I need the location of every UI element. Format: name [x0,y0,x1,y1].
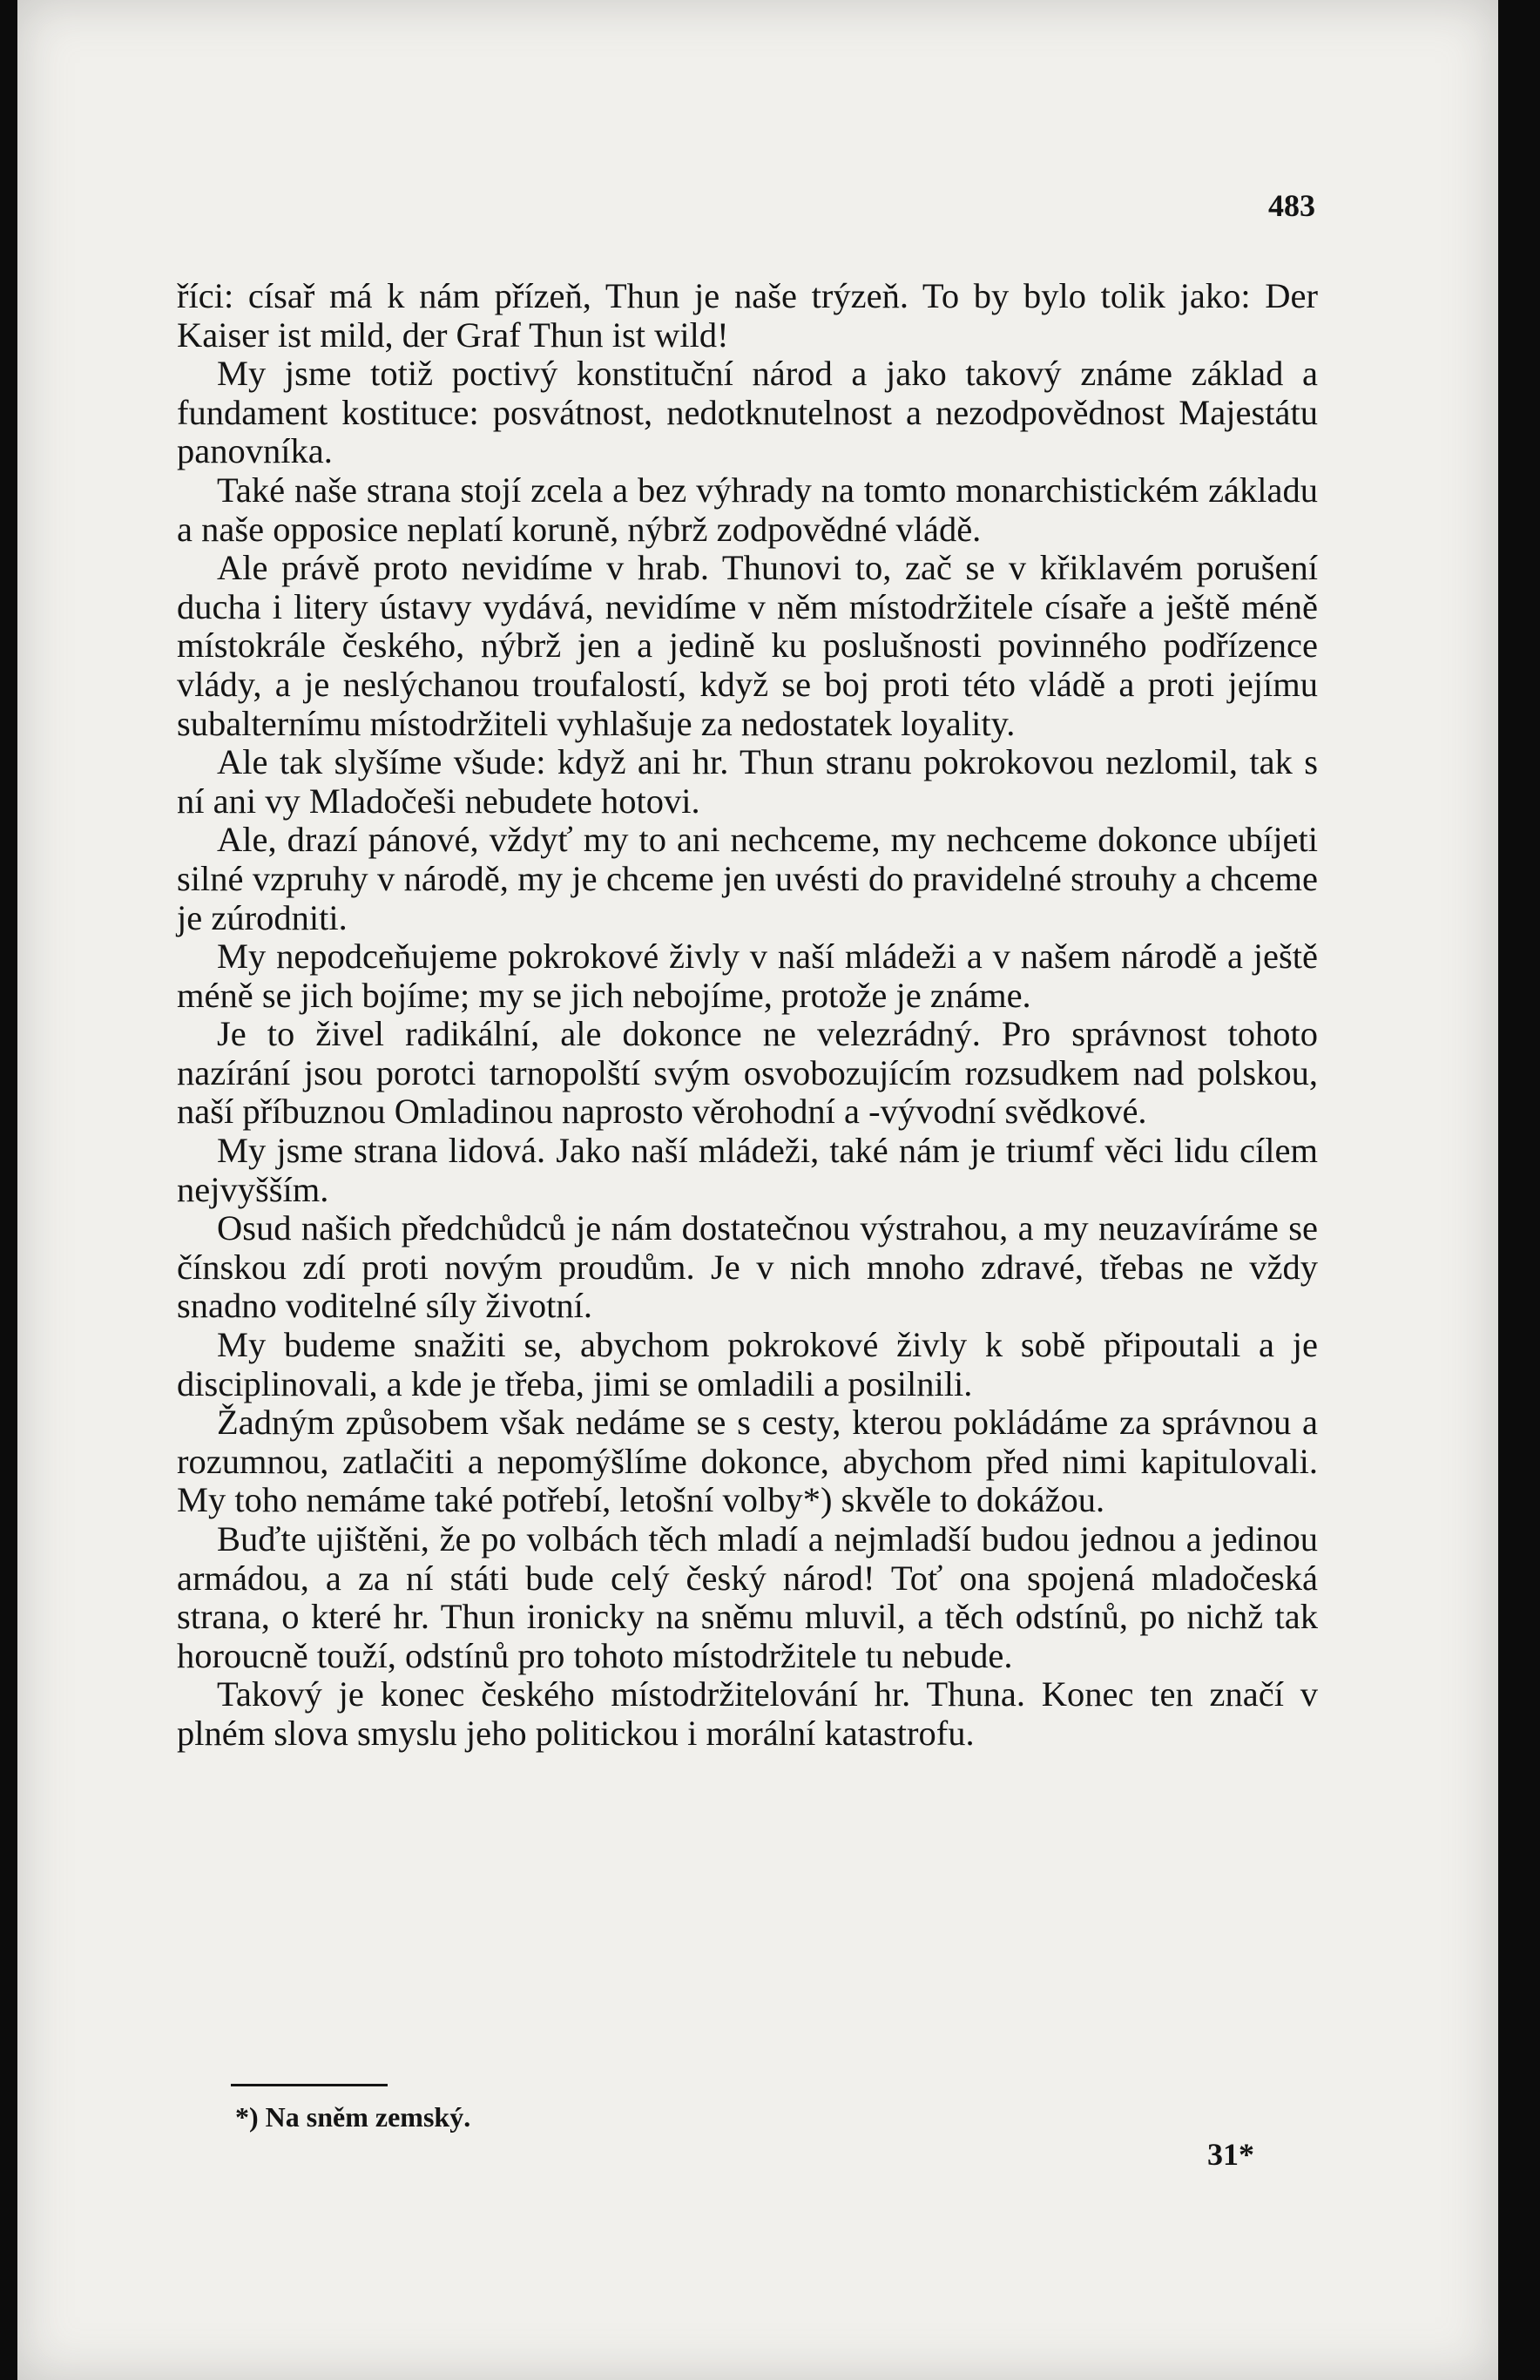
body-text [177,277,1318,1754]
paragraph: Ale právě proto nevidíme v hrab. Thunovi to, zač se v křiklavém porušení ducha i litery ústavy vydává, nevidíme v něm místodržitele císaře a ještě méně místokrále českého, nýbrž jen a jedině ku poslušnosti povinného podřízence vlády, a je neslýchanou troufalostí, když se boj proti této vládě a proti jejímu subalternímu místodržiteli vyhlašuje za nedostatek loyality. [177,548,1318,743]
paragraph: říci: císař má k nám přízeň, Thun je naše trýzeň. To by bylo tolik jako: Der Kaiser ist mild, der Graf Thun ist wild! [177,276,1318,355]
paragraph: Ale, drazí pánové, vždyť my to ani nechceme, my nechceme dokonce ubíjeti silné vzpruhy v národě, my je chceme jen uvésti do pravidelné strouhy a chceme je zúrodniti. [177,820,1318,937]
paragraph: My nepodceňujeme pokrokové živly v naší mládeži a v našem národě a ještě méně se jich bojíme; my se jich nebojíme, protože je známe. [177,936,1318,1015]
book-page [17,0,1498,2380]
paragraph: Je to živel radikální, ale dokonce ne velezrádný. Pro správnost tohoto nazírání jsou porotci tarnopolští svým osvobozujícím rozsudkem nad polskou, naší příbuznou Omladinou naprosto věrohodní a -vývodní svědkové. [177,1014,1318,1132]
paragraph: Žadným způsobem však nedáme se s cesty, kterou pokládáme za správnou a rozumnou, zatlačiti a nepomýšlíme dokonce, abychom před nimi kapitulovali. My toho nemáme také potřebí, letošní volby*) skvěle to dokážou. [177,1403,1318,1520]
paragraph: My budeme snažiti se, abychom pokrokové živly k sobě připoutali a je disciplinovali, a kde je třeba, jimi se omladili a posilnili. [177,1325,1318,1403]
footnote: *) Na sněm zemský. [235,2101,471,2133]
paragraph: My jsme strana lidová. Jako naší mládeži, také nám je triumf věci lidu cílem nejvyšším. [177,1131,1318,1209]
paragraph: My jsme totiž poctivý konstituční národ a jako takový známe základ a fundament kostituce: posvátnost, nedotknutelnost a nezodpovědnost Majestátu panovníka. [177,354,1318,471]
paragraph: Buďte ujištěni, že po volbách těch mladí a nejmladší budou jednou a jedinou armádou, a za ní státi bude celý český národ! Toť ona spojená mladočeská strana, o které hr. Thun ironicky na sněmu mluvil, a těch odstínů, po nichž tak horoucně touží, odstínů pro tohoto místodržitele tu nebude. [177,1519,1318,1675]
page-number: 483 [1268,188,1315,223]
paragraph: Takový je konec českého místodržitelování hr. Thuna. Konec ten značí v plném slova smyslu jeho politickou i morální katastrofu. [177,1674,1318,1753]
paragraph: Také naše strana stojí zcela a bez výhrady na tomto monarchistickém základu a naše opposice neplatí koruně, nýbrž zodpovědné vládě. [177,470,1318,549]
footnote-divider [231,2084,388,2086]
printer-signature-mark: 31* [1207,2137,1254,2172]
paragraph: Osud našich předchůdců je nám dostatečnou výstrahou, a my neuzavíráme se čínskou zdí proti novým proudům. Je v nich mnoho zdravé, třebas ne vždy snadno voditelné síly životní. [177,1208,1318,1326]
paragraph: Ale tak slyšíme všude: když ani hr. Thun stranu pokrokovou nezlomil, tak s ní ani vy Mladočeši nebudete hotovi. [177,742,1318,821]
